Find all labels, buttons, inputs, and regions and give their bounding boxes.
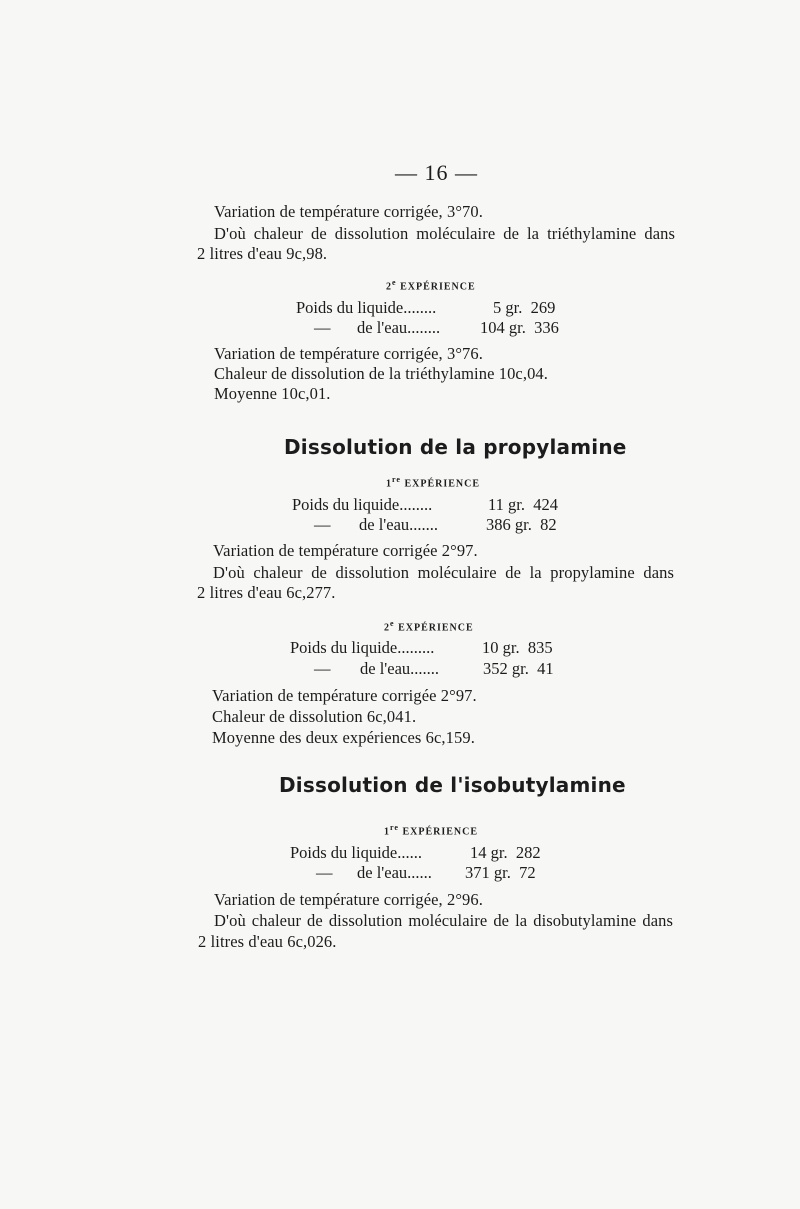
paragraph-line: Variation de température corrigée, 3°70.	[214, 202, 483, 221]
experiment-label: EXPÉRIENCE	[394, 622, 474, 634]
measurement-label: de l'eau........	[357, 318, 441, 337]
experiment-label: EXPÉRIENCE	[400, 478, 481, 490]
experiment-label: EXPÉRIENCE	[398, 826, 479, 838]
experiment-number: 1	[386, 478, 392, 490]
paragraph-line: Moyenne des deux expériences 6c,159.	[212, 728, 475, 747]
paragraph-line: Moyenne 10c,01.	[214, 384, 331, 403]
experiment-ordinal: e	[390, 619, 395, 628]
paragraph-line: Variation de température corrigée 2°97.	[212, 686, 477, 705]
paragraph-line: D'où chaleur de dissolution moléculaire de la triéthylamine dans	[214, 224, 675, 243]
measurement-label: Poids du liquide......	[290, 843, 423, 862]
measurement-value: 14 gr. 282	[470, 843, 541, 862]
experiment-heading	[386, 470, 480, 494]
paragraph-line: Chaleur de dissolution 6c,041.	[212, 707, 417, 726]
measurement-value: 11 gr. 424	[488, 495, 558, 514]
measurement-value: 386 gr. 82	[486, 515, 557, 534]
section-title: Dissolution de la propylamine	[284, 435, 627, 459]
measurement-value: 104 gr. 336	[480, 318, 559, 337]
paragraph-line: Variation de température corrigée, 3°76.	[214, 344, 483, 363]
ditto-dash: —	[314, 515, 331, 534]
paragraph-line: D'où chaleur de dissolution moléculaire de la propylamine dans	[213, 563, 674, 582]
ditto-dash: —	[314, 318, 331, 337]
measurement-label: Poids du liquide........	[296, 298, 437, 317]
paragraph-line: Variation de température corrigée, 2°96.	[214, 890, 483, 909]
measurement-label: de l'eau.......	[360, 659, 440, 678]
section-title: Dissolution de l'isobutylamine	[279, 773, 626, 797]
ditto-dash: —	[316, 863, 333, 882]
measurement-label: Poids du liquide.........	[290, 638, 435, 657]
measurement-value: 352 gr. 41	[483, 659, 554, 678]
page-number: — 16 —	[395, 160, 478, 185]
measurement-label: Poids du liquide........	[292, 495, 433, 514]
measurement-label: de l'eau.......	[359, 515, 439, 534]
paragraph-line: 2 litres d'eau 9c,98.	[197, 244, 328, 263]
experiment-number: 1	[384, 826, 390, 838]
paragraph-line: D'où chaleur de dissolution moléculaire de la disobutylamine dans	[214, 911, 673, 930]
experiment-heading	[384, 614, 474, 638]
paragraph-line: Chaleur de dissolution de la triéthylamine 10c,04.	[214, 364, 549, 383]
measurement-value: 5 gr. 269	[493, 298, 556, 317]
paragraph-line: Variation de température corrigée 2°97.	[213, 541, 478, 560]
experiment-label: EXPÉRIENCE	[396, 281, 476, 293]
experiment-ordinal: re	[390, 823, 399, 832]
paragraph-line: 2 litres d'eau 6c,026.	[198, 932, 337, 951]
measurement-value: 371 gr. 72	[465, 863, 536, 882]
experiment-number: 2	[384, 622, 390, 634]
experiment-ordinal: e	[392, 278, 397, 287]
measurement-label: de l'eau......	[357, 863, 432, 882]
ditto-dash: —	[314, 659, 331, 678]
experiment-heading	[386, 273, 476, 297]
measurement-value: 10 gr. 835	[482, 638, 553, 657]
experiment-number: 2	[386, 281, 392, 293]
experiment-heading	[384, 818, 478, 842]
paragraph-line: 2 litres d'eau 6c,277.	[197, 583, 336, 602]
experiment-ordinal: re	[392, 475, 401, 484]
